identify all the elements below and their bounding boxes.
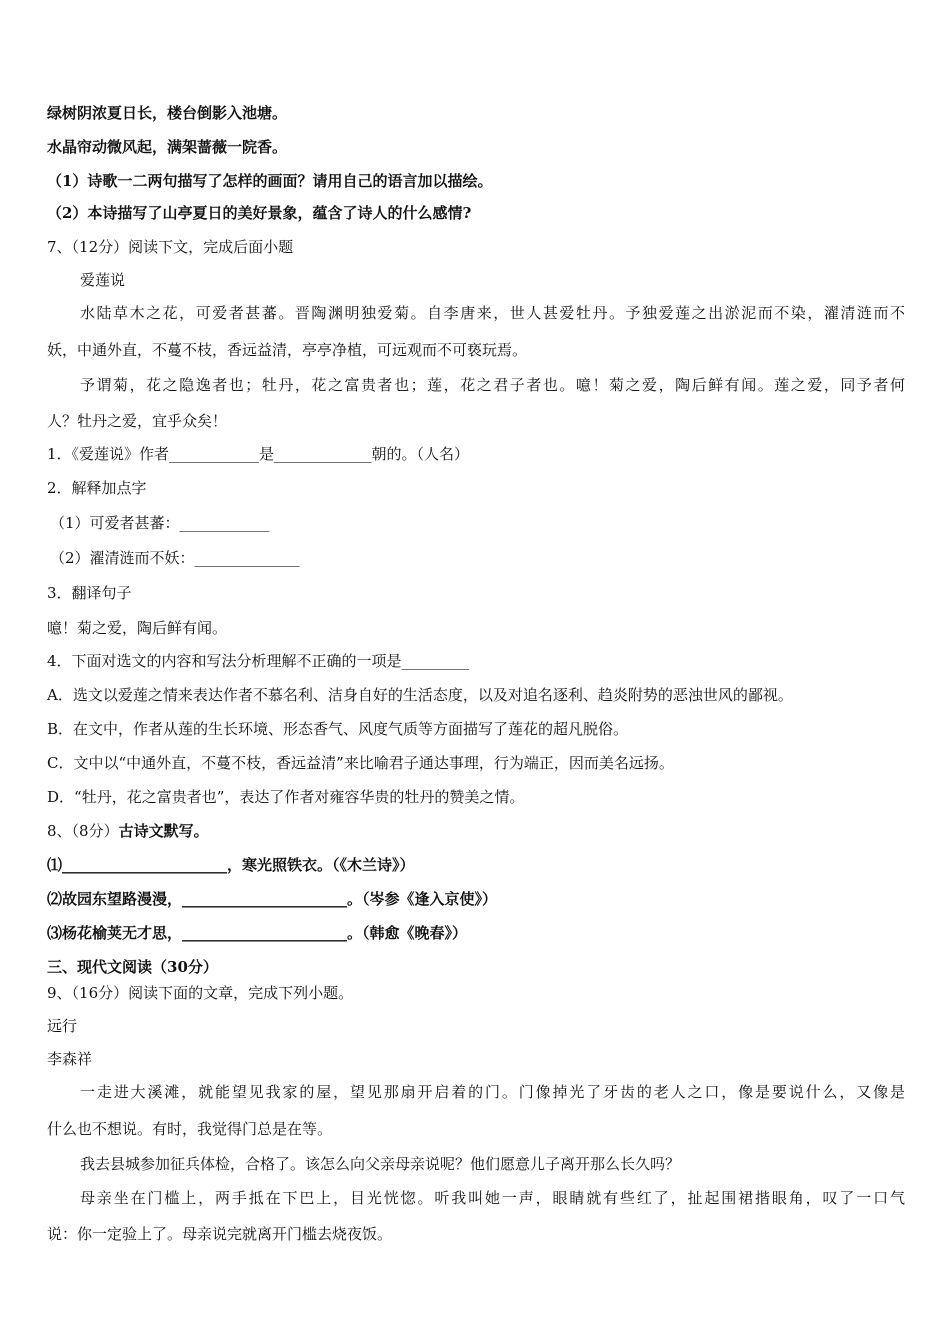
poem-line-1: 绿树阴浓夏日长，楼台倒影入池塘。: [47, 104, 288, 122]
q7-sub1: 1．《爱莲说》作者____________是_____________朝的。（人名）: [47, 445, 470, 463]
q8-header-bold: 古诗文默写。: [118, 822, 209, 840]
q7-sub2-b: （2）濯清涟而不妖：______________: [50, 549, 300, 567]
q8-header-prefix: 8、（8分）: [47, 822, 119, 840]
q9-header: 9、（16分）阅读下面的文章，完成下列小题。: [47, 984, 354, 1002]
section-3-title: 三、现代文阅读（30分）: [47, 958, 218, 976]
article-p1-line2: 什么也不想说。有时，我觉得门总是在等。: [47, 1120, 333, 1138]
poem-line-2: 水晶帘动微风起，满架蔷薇一院香。: [47, 138, 288, 156]
q7-sub4: 4．下面对选文的内容和写法分析理解不正确的一项是_________: [47, 652, 470, 670]
article-p3-line2: 说：你一定验上了。母亲说完就离开门槛去烧夜饭。: [47, 1225, 393, 1243]
q7-sub2-a: （1）可爱者甚蕃：____________: [50, 514, 270, 532]
q8-item-2: ⑵故园东望路漫漫，______________________。（岑参《逢入京使》）: [47, 890, 498, 908]
q8-item-3: ⑶杨花榆荚无才思，______________________。（韩愈《晚春》）: [47, 924, 468, 942]
q7-passage-title: 爱莲说: [80, 271, 126, 289]
poem-question-1: （1）诗歌一二两句描写了怎样的画面？请用自己的语言加以描绘。: [47, 172, 493, 190]
q7-option-c: C．文中以“中通外直，不蔓不枝，香远益清”来比喻君子通达事理，行为端正，因而美名远扬。: [47, 754, 674, 772]
article-p3-line1: 母亲坐在门槛上，两手抵在下巴上，目光恍惚。听我叫她一声，眼睛就有些红了，扯起围裙揩眼角，叹了一口气: [80, 1189, 905, 1207]
q7-passage-p2-line1: 予谓菊，花之隐逸者也；牡丹，花之富贵者也；莲，花之君子者也。噫！菊之爱，陶后鲜有闻。莲之爱，同予者何: [80, 376, 905, 394]
q7-passage-p2-line2: 人？牡丹之爱，宜乎众矣！: [47, 412, 228, 430]
q7-passage-p1-line2: 妖，中通外直，不蔓不枝，香远益清，亭亭净植，可远观而不可亵玩焉。: [47, 341, 528, 359]
q7-option-a: A．选文以爱莲之情来表达作者不慕名利、洁身自好的生活态度，以及对追名逐利、趋炎附势的恶浊世风的鄙视。: [47, 686, 793, 704]
q8-header: [47, 821, 209, 841]
q7-sub2: 2．解释加点字: [47, 479, 147, 497]
q7-passage-p1-line1: 水陆草木之花，可爱者甚蕃。晋陶渊明独爱菊。自李唐来，世人甚爱牡丹。予独爱莲之出淤泥而不染，濯清涟而不: [80, 304, 905, 322]
q7-sub3: 3．翻译句子: [47, 584, 132, 602]
article-p2: 我去县城参加征兵体检，合格了。该怎么向父亲母亲说呢？他们愿意儿子离开那么长久吗？: [80, 1155, 681, 1173]
article-p1-line1: 一走进大溪滩，就能望见我家的屋，望见那扇开启着的门。门像掉光了牙齿的老人之口，像是要说什么，又像是: [80, 1083, 905, 1101]
poem-question-2: （2）本诗描写了山亭夏日的美好景象，蕴含了诗人的什么感情?: [47, 204, 472, 222]
article-title: 远行: [47, 1017, 78, 1035]
q7-sub3-text: 噫！菊之爱，陶后鲜有闻。: [47, 619, 228, 637]
q7-header: 7、（12分）阅读下文，完成后面小题: [47, 238, 294, 256]
q7-option-d: D．“牡丹，花之富贵者也”，表达了作者对雍容华贵的牡丹的赞美之情。: [47, 788, 525, 806]
article-author: 李森祥: [47, 1050, 93, 1068]
q7-option-b: B．在文中，作者从莲的生长环境、形态香气、风度气质等方面描写了莲花的超凡脱俗。: [47, 720, 629, 738]
q8-item-1: ⑴______________________，寒光照铁衣。（《木兰诗》）: [47, 856, 415, 874]
